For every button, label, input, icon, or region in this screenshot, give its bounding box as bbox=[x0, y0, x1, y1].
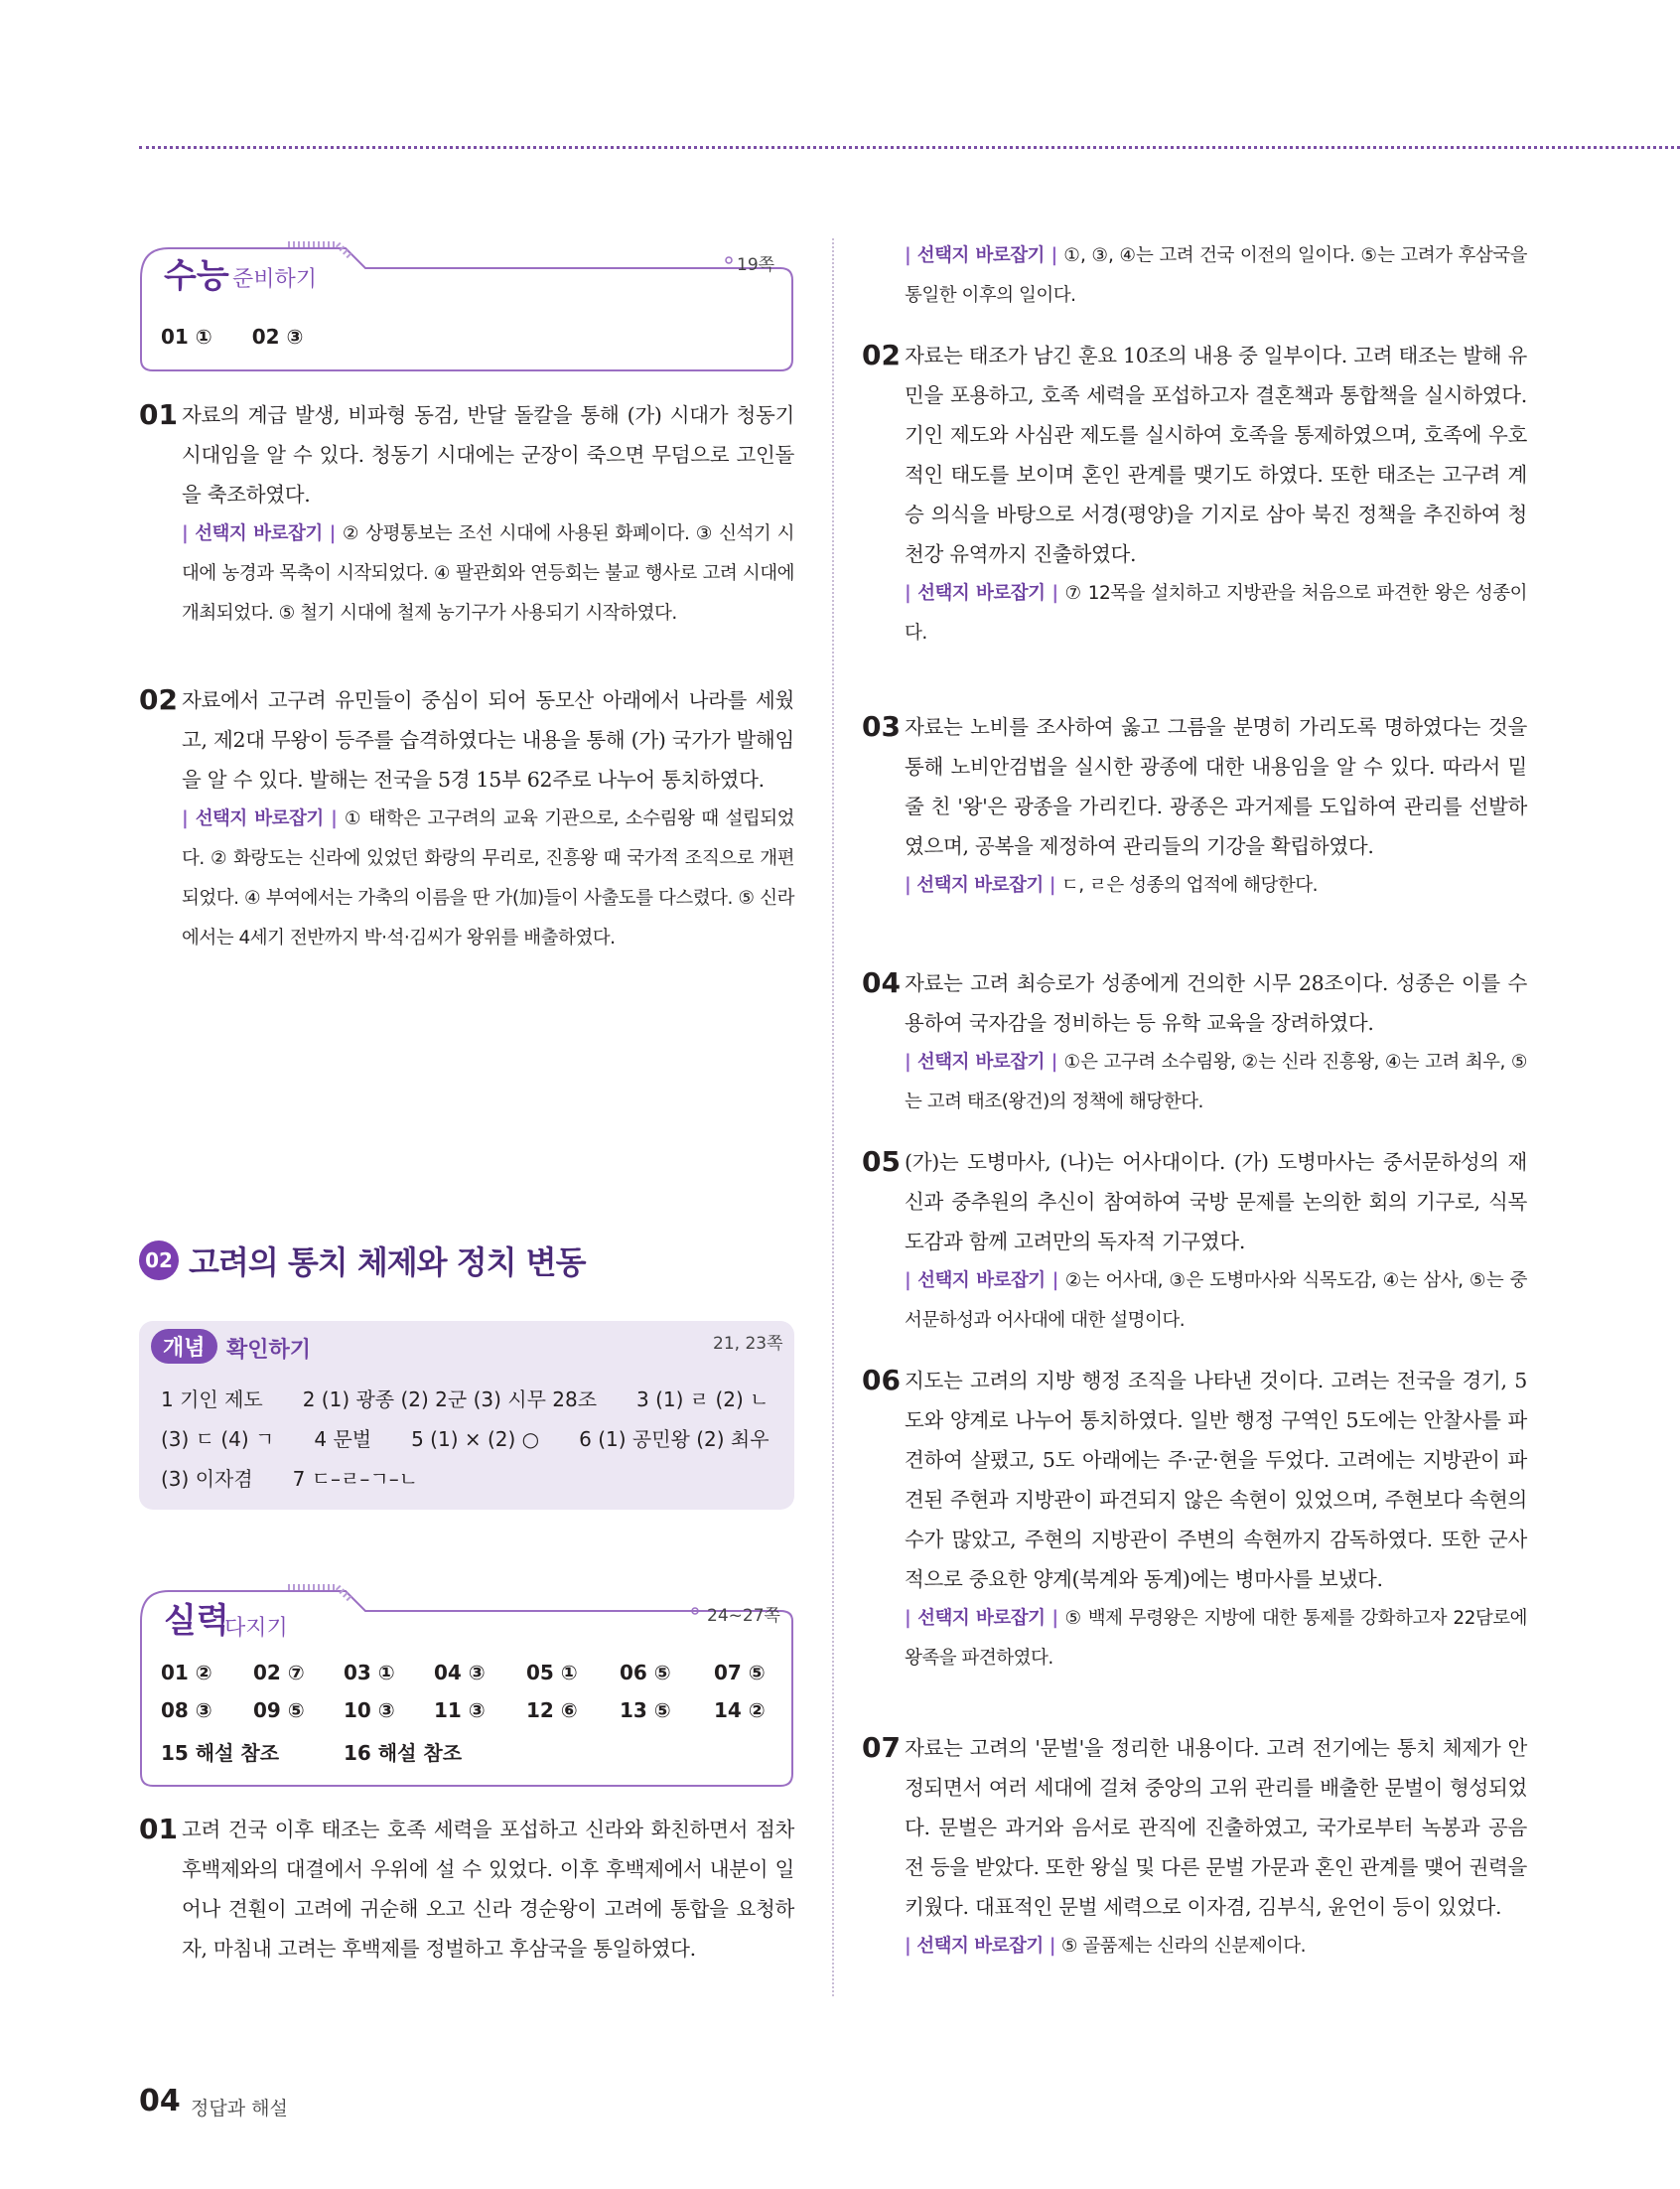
practice-pages: 24~27쪽 bbox=[707, 1606, 780, 1626]
concept-subtitle: 확인하기 bbox=[226, 1338, 312, 1363]
suneung-answers: 01 ① 02 ③ bbox=[161, 325, 304, 349]
selection-correction: | 선택지 바로잡기 | ①은 고구려 소수림왕, ②는 신라 진흥왕, ④는 고려 최우, ⑤는 고려 태조(왕건)의 정책에 해당한다. bbox=[905, 1052, 1528, 1112]
answer-item: 12 ⑥ bbox=[526, 1698, 578, 1722]
selection-text: ⑤ 백제 무령왕은 지방에 대한 통제를 강화하고자 22담로에 왕족을 파견하였다. bbox=[905, 1608, 1528, 1669]
question-number: 02 bbox=[139, 683, 178, 716]
selection-tag: 선택지 바로잡기 bbox=[195, 523, 323, 544]
question-number: 01 bbox=[139, 1813, 178, 1845]
concept-line: (3) ㄷ (4) ㄱ 4 문벌 5 (1) × (2) ○ 6 (1) 공민왕 (2) 최우 bbox=[161, 1427, 770, 1451]
selection-tag: 선택지 바로잡기 bbox=[916, 1052, 1046, 1073]
right-question-03 bbox=[862, 707, 1527, 906]
right-selection-01 bbox=[862, 236, 1527, 316]
concept-line: (3) 이자겸 7 ㄷ–ㄹ–ㄱ–ㄴ bbox=[161, 1467, 419, 1491]
left-question-02 bbox=[139, 680, 794, 958]
question-text: 자료는 고려 최승로가 성종에게 건의한 시무 28조이다. 성종은 이를 수용하여 국자감을 정비하는 등 유학 교육을 장려하였다. bbox=[905, 971, 1527, 1035]
selection-text: ⑤ 골품제는 신라의 신분제이다. bbox=[1060, 1936, 1306, 1957]
answer-item: 15 해설 참조 bbox=[161, 1741, 280, 1765]
answer-item: 16 해설 참조 bbox=[344, 1741, 463, 1765]
question-number: 02 bbox=[862, 339, 901, 371]
page-number: 04 bbox=[139, 2084, 181, 2118]
suneung-box-frame bbox=[139, 238, 794, 372]
answer-item: 01 ② bbox=[161, 1661, 212, 1684]
answer-item: 04 ③ bbox=[434, 1661, 486, 1684]
selection-tag: 선택지 바로잡기 bbox=[917, 1270, 1046, 1291]
concept-line: 1 기인 제도 2 (1) 광종 (2) 2군 (3) 시무 28조 3 (1) ㄹ (2) ㄴ bbox=[161, 1387, 770, 1411]
selection-text: ①은 고구려 소수림왕, ②는 신라 진흥왕, ④는 고려 최우, ⑤는 고려 태조(왕건)의 정책에 해당한다. bbox=[905, 1052, 1528, 1112]
answer-item: 09 ⑤ bbox=[253, 1698, 305, 1722]
section-heading: 고려의 통치 체제와 정치 변동 bbox=[189, 1243, 586, 1281]
question-text: (가)는 도병마사, (나)는 어사대이다. (가) 도병마사는 중서문하성의 재신과 중추원의 추신이 참여하여 국방 문제를 논의한 회의 기구로, 식목도감과 함께 고려만의 독자적 기구였다. bbox=[905, 1150, 1527, 1253]
answer-item: 06 ⑤ bbox=[620, 1661, 671, 1684]
question-text: 자료의 계급 발생, 비파형 동검, 반달 돌칼을 통해 (가) 시대가 청동기 시대임을 알 수 있다. 청동기 시대에는 군장이 죽으면 무덤으로 고인돌을 축조하였다. bbox=[182, 403, 794, 507]
concept-pill: 개념 bbox=[151, 1329, 217, 1364]
selection-text: ㄷ, ㄹ은 성종의 업적에 해당한다. bbox=[1060, 875, 1318, 896]
question-number: 07 bbox=[862, 1731, 901, 1764]
suneung-subtitle: 준비하기 bbox=[232, 267, 318, 292]
question-number: 01 bbox=[139, 398, 178, 431]
suneung-title: 수능 bbox=[164, 256, 229, 296]
selection-tag: 선택지 바로잡기 bbox=[917, 583, 1046, 604]
left-question-practice-01 bbox=[139, 1810, 794, 1969]
selection-tag: 선택지 바로잡기 bbox=[917, 1608, 1046, 1629]
selection-correction: | 선택지 바로잡기 | ⑤ 골품제는 신라의 신분제이다. bbox=[905, 1936, 1306, 1957]
question-text: 고려 건국 이후 태조는 호족 세력을 포섭하고 신라와 화친하면서 점차 후백제와의 대결에서 우위에 설 수 있었다. 이후 후백제에서 내분이 일어나 견훤이 고려에 귀순해 오고 신라 경순왕이 고려에 통합을 요청하자, 마침내 고려는 후백제를 정벌하고 후삼국을 통일하였다. bbox=[182, 1818, 794, 1961]
answer-item: 13 ⑤ bbox=[620, 1698, 671, 1722]
question-text: 자료는 노비를 조사하여 옳고 그름을 분명히 가리도록 명하였다는 것을 통해 노비안검법을 실시한 광종에 대한 내용임을 알 수 있다. 따라서 밑줄 친 '왕'은 광종을 가리킨다. 광종은 과거제를 도입하여 관리를 선발하였으며, 공복을 제정하여 관리들의 기강을 확립하였다. bbox=[905, 715, 1527, 858]
top-dotted-rule bbox=[139, 146, 1680, 149]
question-text: 자료에서 고구려 유민들이 중심이 되어 동모산 아래에서 나라를 세웠고, 제2대 무왕이 등주를 습격하였다는 내용을 통해 (가) 국가가 발해임을 알 수 있다. 발해는 전국을 5경 15부 62주로 나누어 통치하였다. bbox=[182, 688, 794, 792]
right-question-07 bbox=[862, 1728, 1527, 1967]
left-question-01 bbox=[139, 395, 794, 634]
selection-tag: 선택지 바로잡기 bbox=[916, 1936, 1044, 1957]
question-number: 06 bbox=[862, 1364, 901, 1396]
answer-item: 08 ③ bbox=[161, 1698, 212, 1722]
answer-item: 10 ③ bbox=[344, 1698, 395, 1722]
question-text: 지도는 고려의 지방 행정 조직을 나타낸 것이다. 고려는 전국을 경기, 5도와 양계로 나누어 통치하였다. 일반 행정 구역인 5도에는 안찰사를 파견하여 살폈고, 5도 아래에는 주·군·현을 두었다. 고려에는 지방관이 파견된 주현과 지방관이 파견되지 않은 속현이 있었으며, 주현보다 속현의 수가 많았고, 주현의 지방관이 주변의 속현까지 감독하였다. 또한 군사적으로 중요한 양계(북계와 동계)에는 병마사를 보냈다. bbox=[905, 1369, 1527, 1591]
selection-correction: | 선택지 바로잡기 | ②는 어사대, ③은 도병마사와 식목도감, ④는 삼사, ⑤는 중서문하성과 어사대에 대한 설명이다. bbox=[905, 1270, 1528, 1331]
answer-item: 05 ① bbox=[526, 1661, 578, 1684]
selection-tag: 선택지 바로잡기 bbox=[916, 245, 1045, 266]
section-number: 02 bbox=[139, 1240, 179, 1280]
answer-item: 11 ③ bbox=[434, 1698, 486, 1722]
right-question-02 bbox=[862, 336, 1527, 654]
concept-pages: 21, 23쪽 bbox=[713, 1334, 783, 1354]
selection-correction: | 선택지 바로잡기 | ①, ③, ④는 고려 건국 이전의 일이다. ⑤는 고려가 후삼국을 통일한 이후의 일이다. bbox=[905, 245, 1527, 306]
question-text: 자료는 고려의 '문벌'을 정리한 내용이다. 고려 전기에는 통치 체제가 안정되면서 여러 세대에 걸쳐 중앙의 고위 관리를 배출한 문벌이 형성되었다. 문벌은 과거와 음서로 관직에 진출하였고, 국가로부터 녹봉과 공음전 등을 받았다. 또한 왕실 및 다른 문벌 가문과 혼인 관계를 맺어 권력을 키웠다. 대표적인 문벌 세력으로 이자겸, 김부식, 윤언이 등이 있었다. bbox=[905, 1736, 1527, 1919]
selection-correction: | 선택지 바로잡기 | ㄷ, ㄹ은 성종의 업적에 해당한다. bbox=[905, 875, 1318, 896]
footer-label: 정답과 해설 bbox=[191, 2098, 288, 2119]
answer-item: 03 ① bbox=[344, 1661, 395, 1684]
selection-text: ② 상평통보는 조선 시대에 사용된 화폐이다. ③ 신석기 시대에 농경과 목축이 시작되었다. ④ 팔관회와 연등회는 불교 행사로 고려 시대에 개최되었다. ⑤ 철기 시대에 철제 농기구가 사용되기 시작하였다. bbox=[182, 523, 795, 624]
selection-tag: 선택지 바로잡기 bbox=[195, 808, 324, 829]
right-question-04 bbox=[862, 963, 1527, 1122]
question-text: 자료는 태조가 남긴 훈요 10조의 내용 중 일부이다. 고려 태조는 발해 유민을 포용하고, 호족 세력을 포섭하고자 결혼책과 통합책을 실시하였다. 기인 제도와 사심관 제도를 실시하여 호족을 통제하였으며, 호족에 우호적인 태도를 보이며 혼인 관계를 맺기도 하였다. 또한 태조는 고구려 계승 의식을 바탕으로 서경(평양)을 기지로 삼아 북진 정책을 추진하여 청천강 유역까지 진출하였다. bbox=[905, 344, 1527, 566]
answer-item: 14 ② bbox=[714, 1698, 766, 1722]
selection-text: ① 태학은 고구려의 교육 기관으로, 소수림왕 때 설립되었다. ② 화랑도는 신라에 있었던 화랑의 무리로, 진흥왕 때 국가적 조직으로 개편되었다. ④ 부여에서는 가축의 이름을 딴 가(加)들이 사출도를 다스렸다. ⑤ 신라에서는 4세기 전반까지 박·석·김씨가 왕위를 배출하였다. bbox=[182, 808, 794, 949]
answer-item: 07 ⑤ bbox=[714, 1661, 766, 1684]
selection-text: ⑦ 12목을 설치하고 지방관을 처음으로 파견한 왕은 성종이다. bbox=[905, 583, 1528, 644]
selection-correction: | 선택지 바로잡기 | ① 태학은 고구려의 교육 기관으로, 소수림왕 때 설립되었다. ② 화랑도는 신라에 있었던 화랑의 무리로, 진흥왕 때 국가적 조직으로 개편되었다. ④ 부여에서는 가축의 이름을 딴 가(加)들이 사출도를 다스렸다. ⑤ 신라에서는 4세기 전반까지 박·석·김씨가 왕위를 배출하였다. bbox=[182, 808, 794, 949]
selection-correction: | 선택지 바로잡기 | ⑤ 백제 무령왕은 지방에 대한 통제를 강화하고자 22담로에 왕족을 파견하였다. bbox=[905, 1608, 1528, 1669]
selection-correction: | 선택지 바로잡기 | ② 상평통보는 조선 시대에 사용된 화폐이다. ③ 신석기 시대에 농경과 목축이 시작되었다. ④ 팔관회와 연등회는 불교 행사로 고려 시대에 개최되었다. ⑤ 철기 시대에 철제 농기구가 사용되기 시작하였다. bbox=[182, 523, 795, 624]
selection-tag: 선택지 바로잡기 bbox=[916, 875, 1044, 896]
section-title bbox=[139, 1238, 586, 1283]
selection-text: ②는 어사대, ③은 도병마사와 식목도감, ④는 삼사, ⑤는 중서문하성과 어사대에 대한 설명이다. bbox=[905, 1270, 1528, 1331]
question-number: 03 bbox=[862, 710, 901, 743]
practice-title: 실력 bbox=[164, 1601, 229, 1641]
right-question-05 bbox=[862, 1142, 1527, 1341]
selection-text: ①, ③, ④는 고려 건국 이전의 일이다. ⑤는 고려가 후삼국을 통일한 이후의 일이다. bbox=[905, 245, 1527, 306]
column-divider bbox=[832, 238, 834, 1996]
right-question-06 bbox=[862, 1361, 1527, 1678]
suneung-pages: 19쪽 bbox=[737, 255, 775, 275]
question-number: 05 bbox=[862, 1145, 901, 1178]
selection-correction: | 선택지 바로잡기 | ⑦ 12목을 설치하고 지방관을 처음으로 파견한 왕은 성종이다. bbox=[905, 583, 1528, 644]
answer-item: 02 ⑦ bbox=[253, 1661, 305, 1684]
practice-subtitle: 다지기 bbox=[224, 1616, 288, 1641]
question-number: 04 bbox=[862, 966, 901, 999]
